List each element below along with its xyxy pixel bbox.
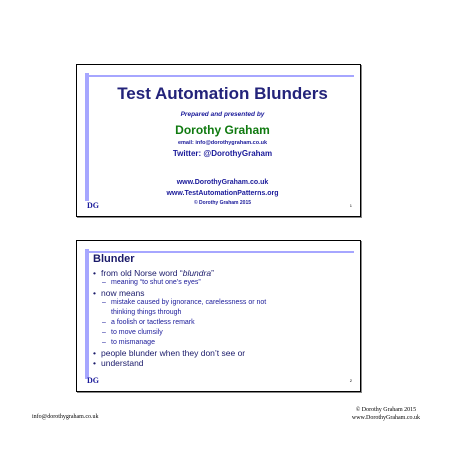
footer-copyright-block: [352, 406, 420, 422]
slide-1: [76, 64, 361, 217]
website-1: www.DorothyGraham.co.uk: [176, 179, 269, 186]
list-item: – mistake caused by ignorance, carelessness or not: [93, 298, 352, 308]
slide-2-number: 2: [349, 378, 352, 383]
bullet-list: [93, 268, 352, 368]
footer-email: info@dorothygraham.co.uk: [32, 414, 99, 420]
author-email: email: info@dorothygraham.co.uk: [177, 140, 268, 146]
slide-2-title: Blunder: [93, 253, 135, 265]
dg-logo: DG: [87, 201, 99, 210]
author-name: Dorothy Graham: [175, 123, 270, 137]
prepared-by: Prepared and presented by: [180, 111, 265, 118]
list-item: – a foolish or tactless remark: [93, 318, 352, 328]
author-twitter: Twitter: @DorothyGraham: [172, 149, 273, 158]
list-item: – to mismanage: [93, 338, 352, 348]
slide-2: [76, 240, 361, 392]
list-item: [93, 268, 352, 278]
list-item: • understand: [93, 358, 352, 368]
slide-1-accent-bar: [85, 73, 89, 201]
bullet-emphasis: blundra: [182, 268, 212, 278]
list-item: • people blunder when they don’t see or: [93, 348, 352, 358]
slide-1-copyright: © Dorothy Graham 2015: [193, 200, 252, 206]
bullet-text: ”: [211, 268, 214, 278]
slide-1-number: 1: [349, 203, 352, 208]
slide-1-top-rule: [85, 75, 354, 77]
dg-logo: DG: [87, 376, 99, 385]
slide-1-title: Test Automation Blunders: [117, 84, 328, 103]
website-2: www.TestAutomationPatterns.org: [166, 190, 279, 197]
footer-website: www.DorothyGraham.co.uk: [351, 415, 420, 421]
list-item: thinking things through: [111, 309, 182, 316]
list-item: • now means: [93, 288, 352, 298]
list-item: – meaning “to shut one’s eyes”: [93, 278, 352, 288]
footer-copyright: © Dorothy Graham 2015: [355, 407, 417, 413]
list-item: – to move clumsily: [93, 328, 352, 338]
slide-2-accent-bar: [85, 249, 89, 379]
bullet-text: from old Norse word “: [101, 268, 183, 278]
